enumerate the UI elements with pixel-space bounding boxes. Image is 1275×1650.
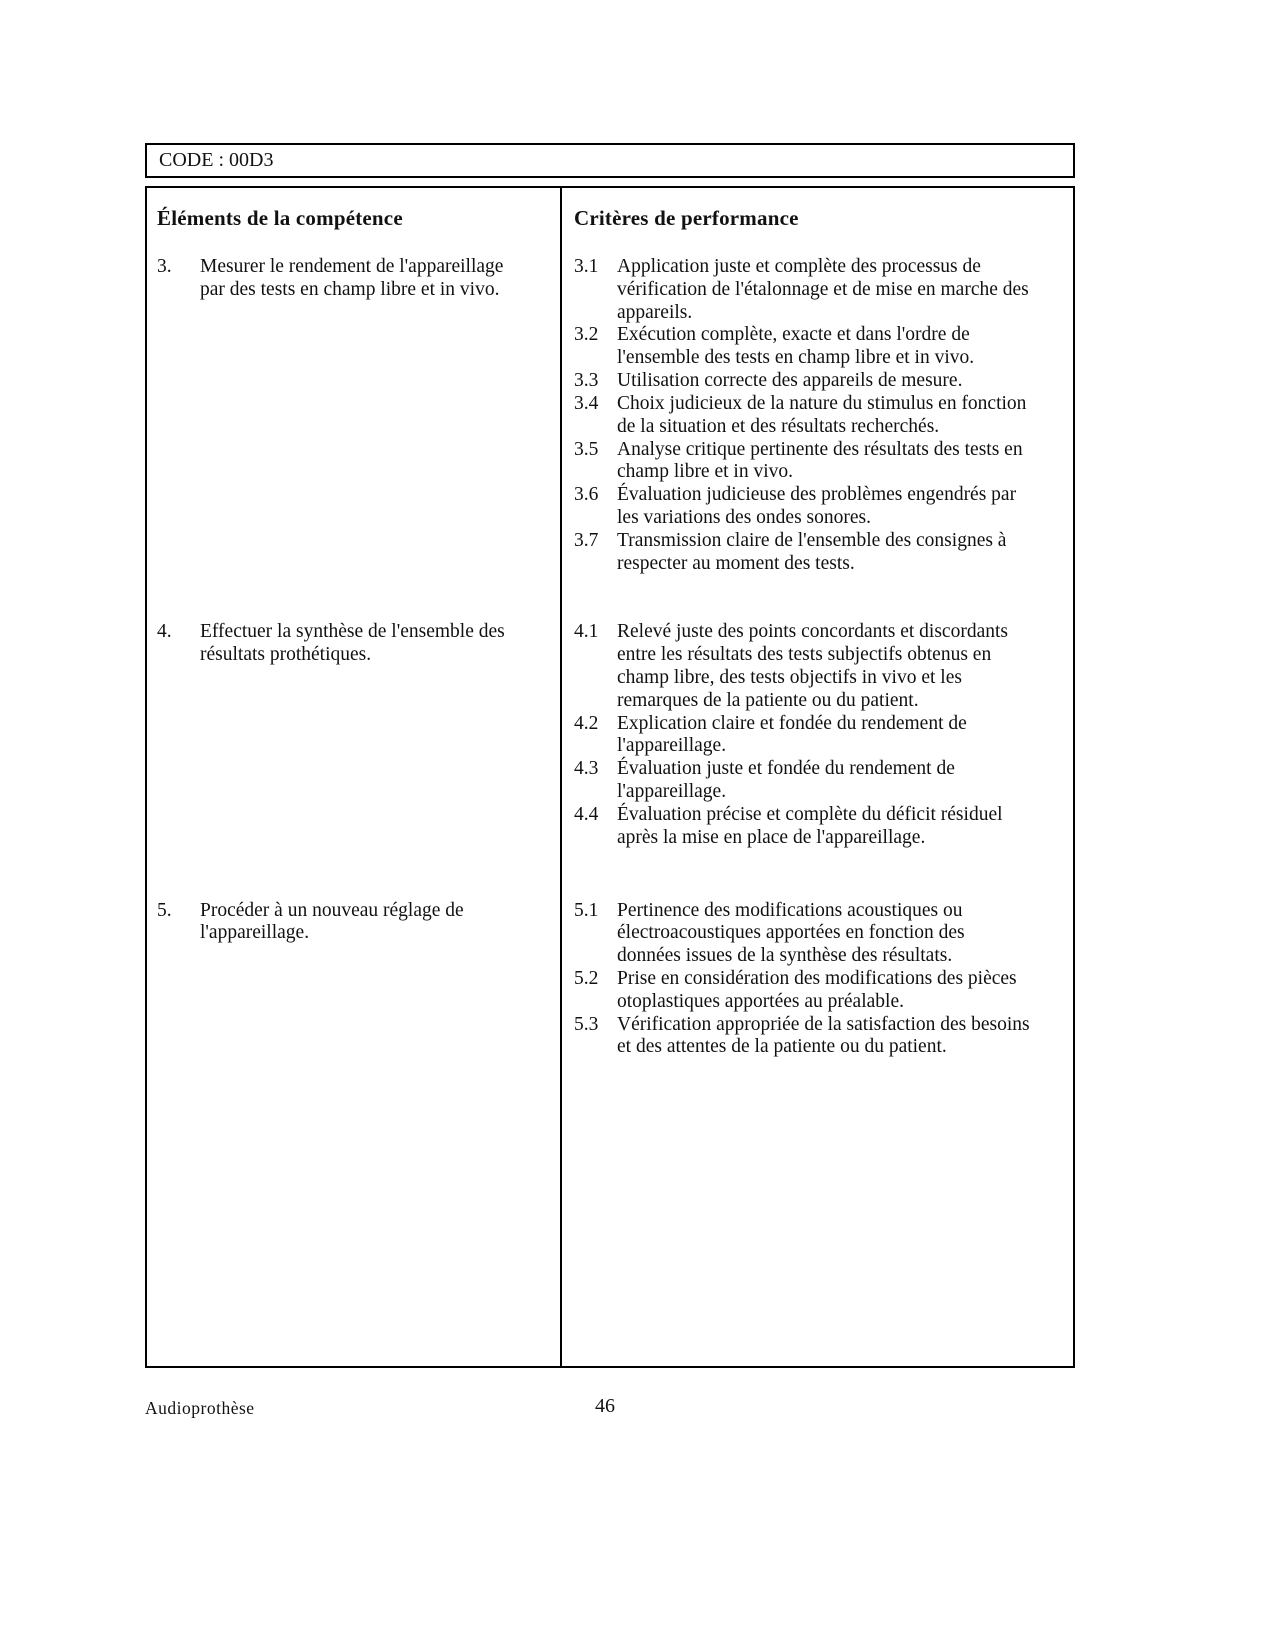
criterion-item [574,968,1033,1014]
table-row-element-3 [147,256,1073,575]
footer-document-title: Audioprothèse [145,1398,255,1418]
criterion-number: 4.3 [574,758,599,780]
criterion-number: 3.2 [574,324,599,346]
criterion-number: 5.1 [574,899,599,921]
criterion-number: 5.2 [574,967,599,989]
criterion-item [574,484,1033,530]
competency-table [145,186,1075,1368]
element-text: Effectuer la synthèse de l'ensemble des résultats prothétiques. [200,621,505,666]
right-column-header: Critères de performance [574,206,799,230]
criterion-number: 4.2 [574,712,599,734]
criterion-text: Évaluation précise et complète du déficit résiduel après la mise en place de l'appareillage. [617,803,1003,848]
left-column-header: Éléments de la compétence [157,206,403,230]
criterion-item [574,256,1033,324]
criterion-number: 3.6 [574,484,599,506]
criterion-number: 5.3 [574,1013,599,1035]
criterion-text: Pertinence des modifications acoustiques ou électroacoustiques apportées en fonction des données issues de la synthèse des résultats. [617,899,965,967]
criterion-number: 3.3 [574,370,599,392]
criterion-number: 3.1 [574,256,599,277]
criterion-item [574,439,1033,485]
criterion-text: Application juste et complète des processus de vérification de l'étalonnage et de mise en marche des appareils. [617,256,1029,323]
element-text: Mesurer le rendement de l'appareillage par des tests en champ libre et in vivo. [200,256,504,300]
criterion-item [574,758,1033,804]
criterion-text: Transmission claire de l'ensemble des consignes à respecter au moment des tests. [617,529,1007,574]
criterion-item [574,1014,1033,1060]
criterion-text: Explication claire et fondée du rendement de l'appareillage. [617,712,967,757]
criterion-text: Analyse critique pertinente des résultats des tests en champ libre et in vivo. [617,438,1023,483]
criterion-item [574,621,1033,712]
element-item [157,256,532,302]
criterion-text: Choix judicieux de la nature du stimulus en fonction de la situation et des résultats recherchés. [617,392,1027,437]
criterion-text: Prise en considération des modifications des pièces otoplastiques apportées au préalable. [617,967,1017,1012]
criterion-number: 4.4 [574,803,599,825]
criterion-number: 3.5 [574,438,599,460]
criterion-item [574,530,1033,576]
element-number: 4. [157,621,172,643]
criterion-text: Relevé juste des points concordants et discordants entre les résultats des tests subjectifs obtenus en champ libre, des tests objectifs in vivo et les remarques de la patiente ou du patient. [617,621,1008,711]
criterion-text: Exécution complète, exacte et dans l'ordre de l'ensemble des tests en champ libre et in vivo. [617,324,975,369]
criterion-item [574,324,1033,370]
criterion-item [574,900,1033,968]
criterion-item [574,804,1033,850]
element-item [157,621,532,667]
criterion-item [574,370,1033,393]
code-label: CODE : 00D3 [159,149,274,171]
criterion-text: Évaluation juste et fondée du rendement de l'appareillage. [617,758,955,803]
table-row-element-5 [147,900,1073,1060]
element-number: 3. [157,256,172,277]
element-number: 5. [157,899,172,921]
column-divider [560,188,562,1366]
code-header-box [145,143,1075,178]
criterion-text: Vérification appropriée de la satisfaction des besoins et des attentes de la patiente ou du patient. [617,1013,1030,1058]
element-text: Procéder à un nouveau réglage de l'appareillage. [200,899,464,944]
criterion-text: Évaluation judicieuse des problèmes engendrés par les variations des ondes sonores. [617,484,1017,528]
criterion-number: 4.1 [574,621,599,643]
element-item [157,900,532,946]
table-row-element-4 [147,621,1073,849]
criterion-text: Utilisation correcte des appareils de mesure. [617,370,963,392]
criterion-item [574,713,1033,759]
page-number: 46 [595,1395,615,1417]
table-header-row [147,188,1073,231]
criterion-number: 3.4 [574,392,599,414]
criterion-item [574,393,1033,439]
criterion-number: 3.7 [574,529,599,551]
